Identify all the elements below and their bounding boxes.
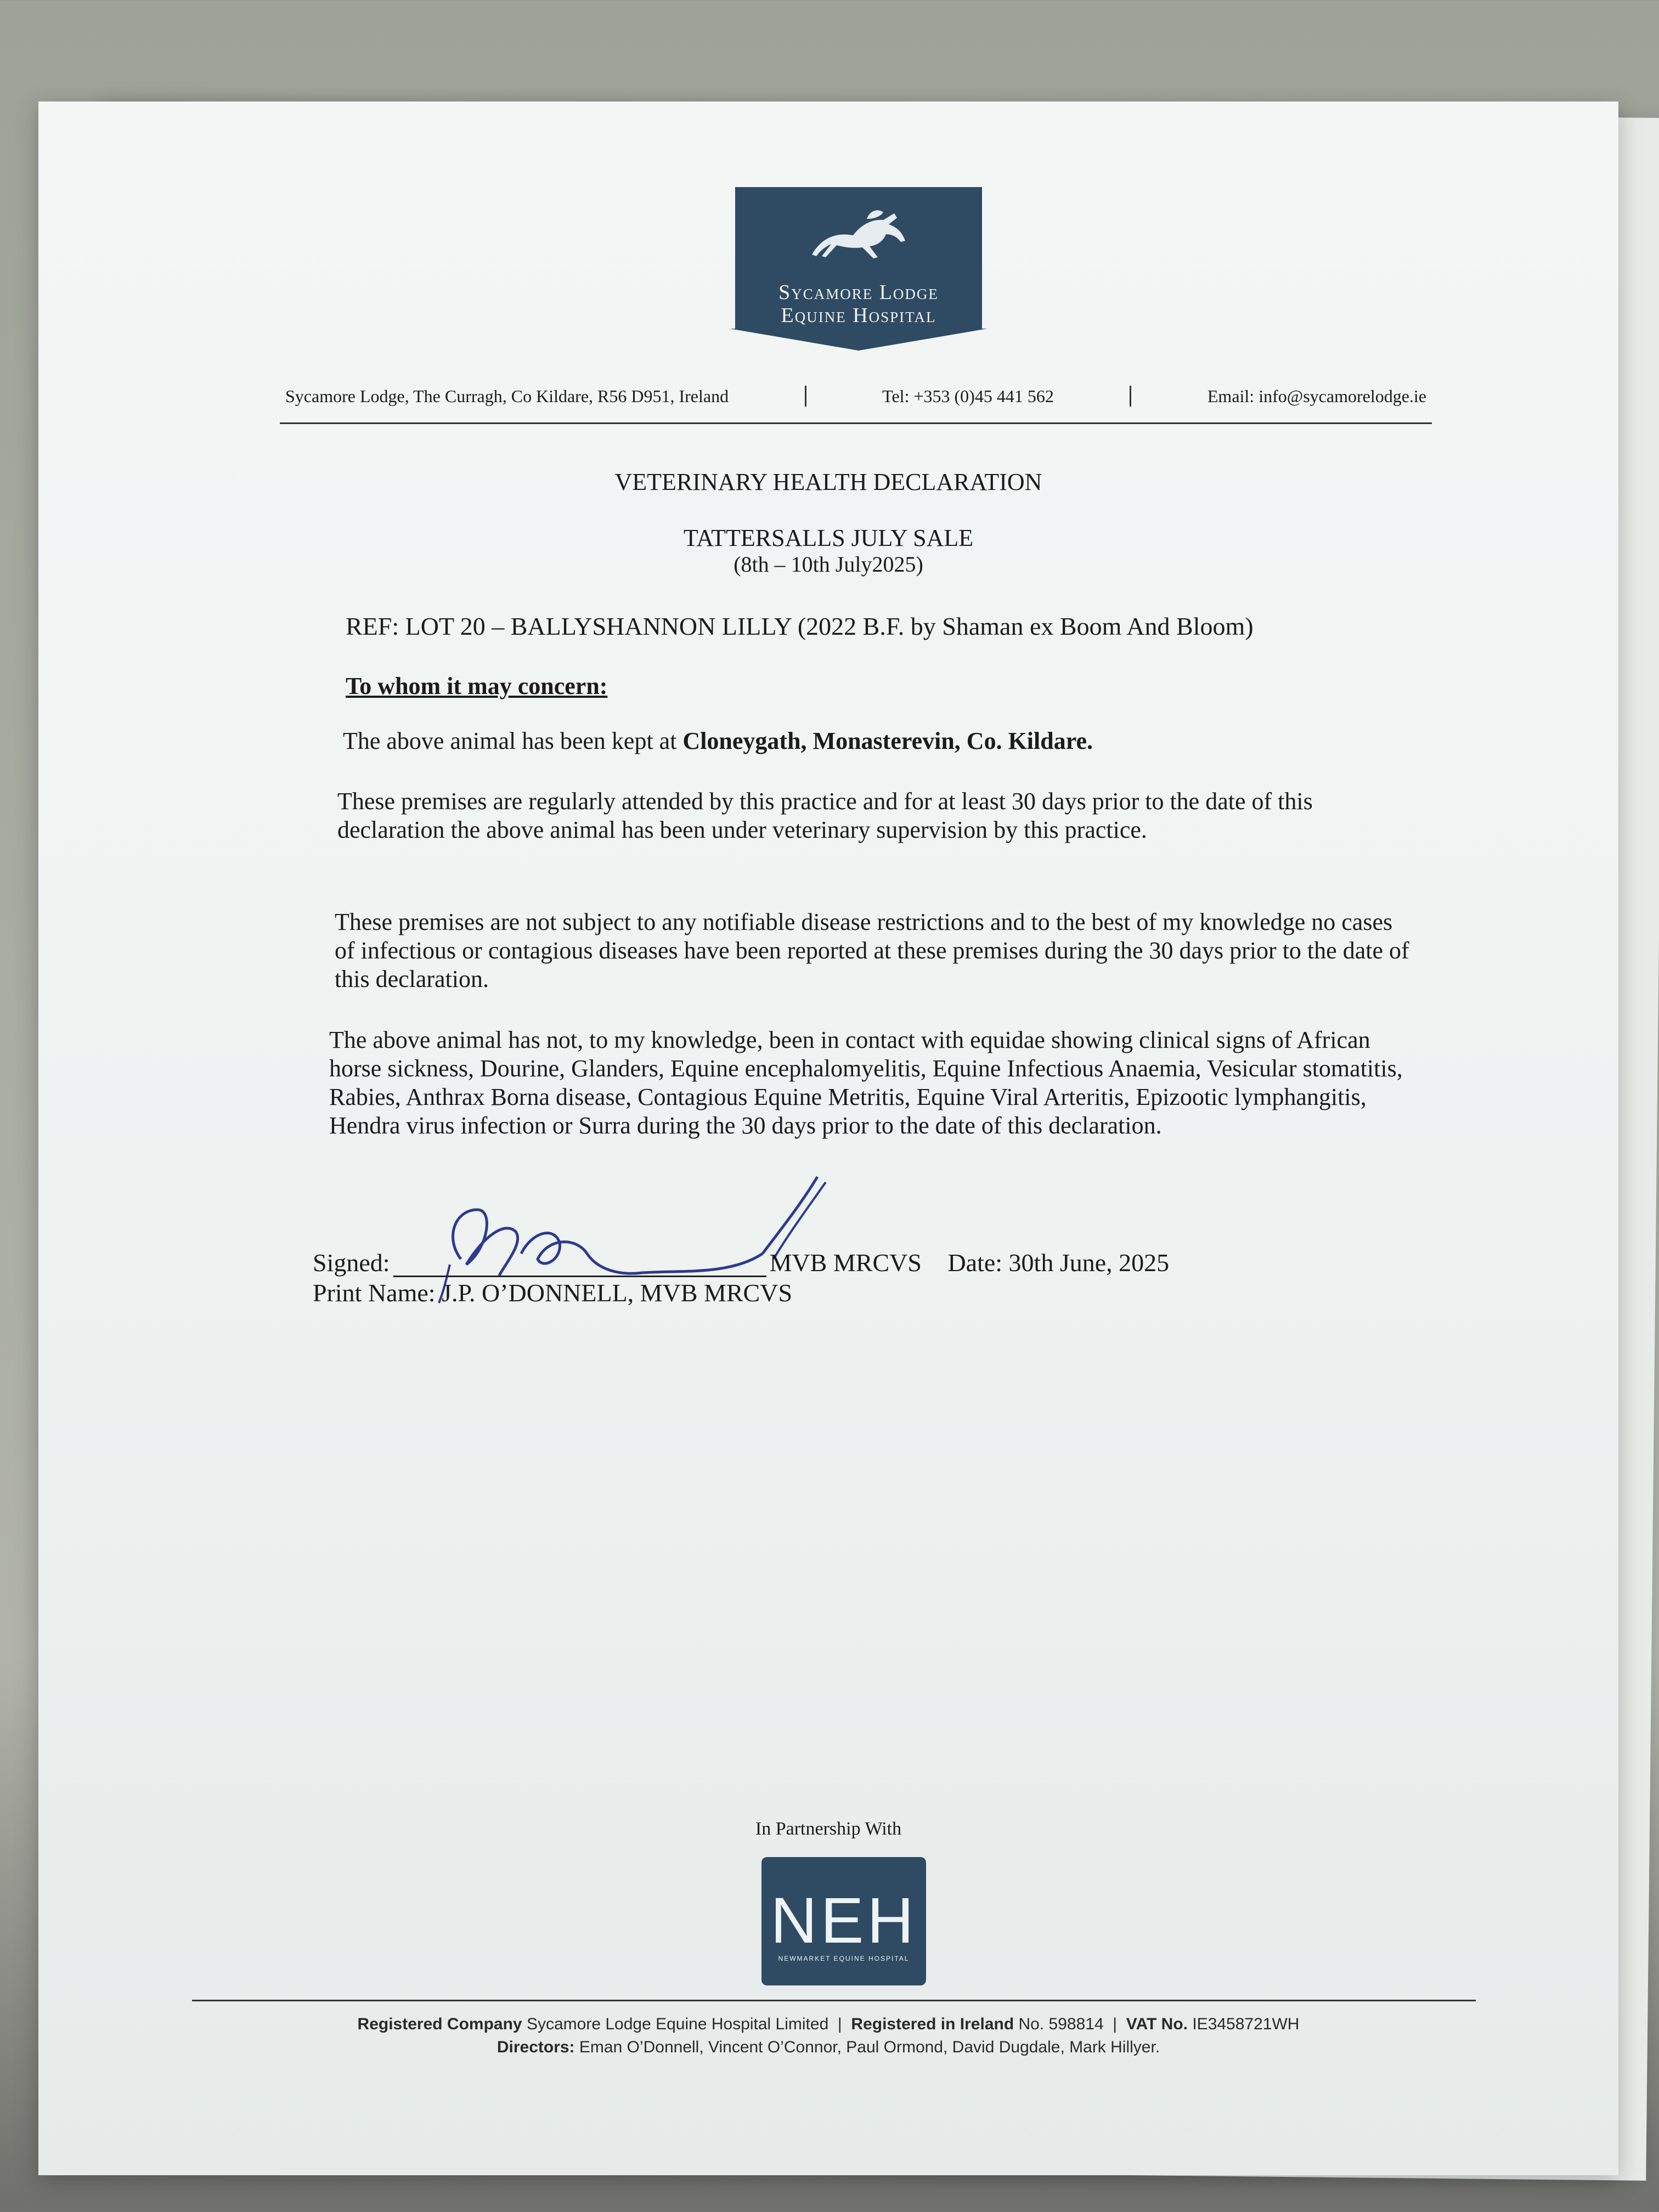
print-name: Print Name: J.P. O’DONNELL, MVB MRCVS [313, 1279, 793, 1307]
footer-directors [38, 2038, 1618, 2057]
sycamore-lodge-logo [735, 187, 982, 329]
premises-location: Cloneygath, Monasterevin, Co. Kildare. [682, 727, 1093, 754]
letterhead-email: Email: info@sycamorelodge.ie [1207, 386, 1426, 406]
directors-value: Eman O’Donnell, Vincent O’Connor, Paul Ormond, David Dugdale, Mark Hillyer. [579, 2038, 1160, 2056]
footer-registration: Registered Company Sycamore Lodge Equine Hospital Limited | Registered in Ireland No. 598814 | VAT No. IE3458721WH [357, 2015, 1300, 2033]
lot-reference: REF: LOT 20 – BALLYSHANNON LILLY (2022 B.F. by Shaman ex Boom And Bloom) [346, 612, 1254, 640]
signed-line [313, 1248, 1410, 1277]
logo-ribbon [730, 329, 988, 351]
neh-logo-text: NEH [770, 1884, 917, 1957]
sale-dates: (8th – 10th July2025) [733, 552, 923, 577]
letterhead-telephone: Tel: +353 (0)45 441 562 [882, 386, 1054, 406]
letterhead-contact-row [285, 386, 1426, 407]
vat-value: IE3458721WH [1192, 2015, 1300, 2033]
paragraph-restrictions: These premises are not subject to any notifiable disease restrictions and to the best of my knowledge no cases of infectious or contagious diseases have been reported at these premises during the 30 days prior to the date of this declaration. [335, 909, 1409, 992]
neh-logo-subtext: NEWMARKET EQUINE HOSPITAL [778, 1955, 910, 1962]
logo-line-2: Equine Hospital [781, 304, 936, 327]
salutation: To whom it may concern: [346, 673, 608, 699]
neh-logo [761, 1857, 926, 1985]
paragraph-disease-contact: The above animal has not, to my knowledge, been in contact with equidae showing clinical signs of African horse sickness, Dourine, Glanders, Equine encephalomyelitis, Equine Infectious Anaemia, Vesicular stomatitis, Rabies, Anthrax Borna disease, Contagious Equine Metritis, Equine Viral Arteritis, Epizootic lymphangitis, Hendra virus infection or Surra during the 30 days prior to the date of this declaration. [329, 1026, 1403, 1139]
footer-rule [192, 2000, 1476, 2001]
paragraph-location [343, 727, 1413, 755]
sale-name: TATTERSALLS JULY SALE [683, 524, 974, 551]
signed-label: Signed: [313, 1249, 390, 1277]
letterhead-rule [280, 422, 1432, 424]
partnership-label: In Partnership With [755, 1819, 902, 1839]
document-title: VETERINARY HEALTH DECLARATION [614, 469, 1042, 495]
registered-ireland-value: No. 598814 [1018, 2015, 1104, 2033]
paragraph-supervision: These premises are regularly attended by this practice and for at least 30 days prior to the date of this declaration the above animal has been under veterinary supervision by this practice. [337, 788, 1313, 843]
registered-company-value: Sycamore Lodge Equine Hospital Limited [526, 2015, 829, 2033]
divider [805, 386, 806, 407]
signed-qualifications: MVB MRCVS [769, 1249, 922, 1277]
signature-line [393, 1254, 766, 1277]
letterhead-address: Sycamore Lodge, The Curragh, Co Kildare, R56 D951, Ireland [285, 386, 729, 406]
racehorse-icon [801, 202, 916, 263]
signature-row [313, 1248, 1410, 1307]
directors-label: Directors: [496, 2038, 575, 2056]
vat-label: VAT No. [1126, 2015, 1188, 2033]
document-page [38, 101, 1618, 2175]
divider [1130, 386, 1131, 407]
logo-line-1: Sycamore Lodge [778, 281, 939, 304]
registered-company-label: Registered Company [357, 2015, 522, 2033]
registered-ireland-label: Registered in Ireland [851, 2015, 1014, 2033]
declaration-date: Date: 30th June, 2025 [947, 1249, 1170, 1277]
paragraph-location-text: The above animal has been kept at [343, 727, 683, 754]
